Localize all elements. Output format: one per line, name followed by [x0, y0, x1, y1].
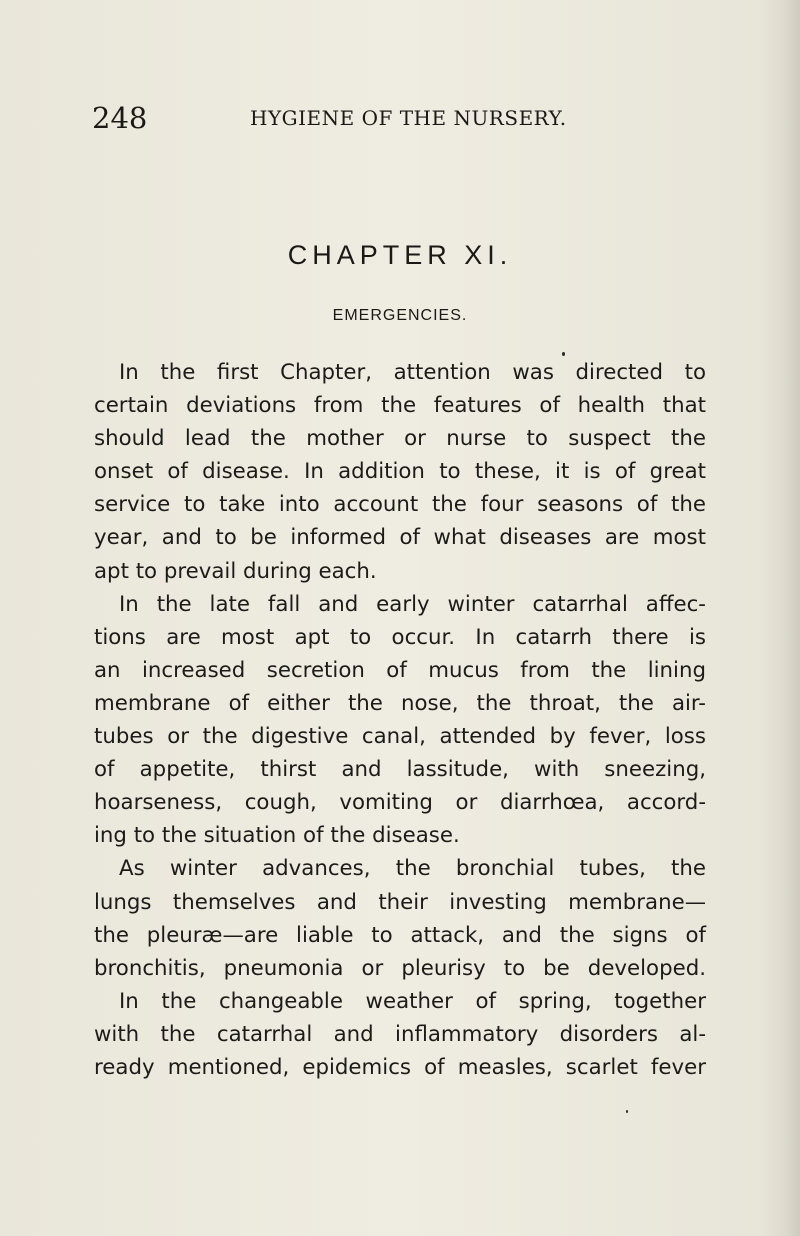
paper-speck [562, 352, 565, 356]
page-number: 248 [92, 101, 148, 135]
text-line: hoarseness, cough, vomiting or diarrhœa, accord- [94, 790, 706, 816]
text-line: the pleuræ—are liable to attack, and the signs of [94, 922, 706, 948]
text-line: an increased secretion of mucus from the lining [94, 657, 706, 683]
page-edge-shadow [760, 0, 800, 1236]
text-line: apt to prevail during each. [94, 558, 377, 584]
text-line: certain deviations from the features of health that [94, 393, 706, 419]
text-line: year, and to be informed of what diseases are most [94, 525, 706, 551]
chapter-subtitle: EMERGENCIES. [332, 307, 468, 324]
text-line: In the changeable weather of spring, together [119, 988, 706, 1014]
text-line: tions are most apt to occur. In catarrh there is [94, 624, 706, 650]
text-line: membrane of either the nose, the throat, the air- [94, 690, 706, 716]
text-line: onset of disease. In addition to these, it is of great [94, 459, 706, 485]
text-line: ready mentioned, epidemics of measles, scarlet fever [94, 1054, 706, 1080]
text-line: should lead the mother or nurse to suspect the [94, 426, 706, 452]
text-line: In the first Chapter, attention was directed to [119, 360, 706, 385]
text-line: of appetite, thirst and lassitude, with sneezing, [94, 757, 706, 783]
text-line: service to take into account the four seasons of the [94, 492, 706, 518]
text-line: with the catarrhal and inflammatory disorders al- [94, 1021, 706, 1047]
text-line: ing to the situation of the disease. [94, 823, 460, 849]
text-line: tubes or the digestive canal, attended by fever, loss [94, 724, 706, 750]
body-text [94, 356, 706, 1084]
text-line: bronchitis, pneumonia or pleurisy to be developed. [94, 955, 706, 981]
chapter-title: CHAPTER XI. [287, 240, 513, 270]
text-line: In the late fall and early winter catarrhal affec- [119, 591, 706, 617]
paper-speck [626, 1110, 628, 1113]
running-title: HYGIENE OF THE NURSERY. [250, 106, 567, 130]
text-line: As winter advances, the bronchial tubes, the [119, 856, 706, 882]
text-line: lungs themselves and their investing membrane— [94, 889, 706, 915]
running-head [92, 98, 708, 138]
